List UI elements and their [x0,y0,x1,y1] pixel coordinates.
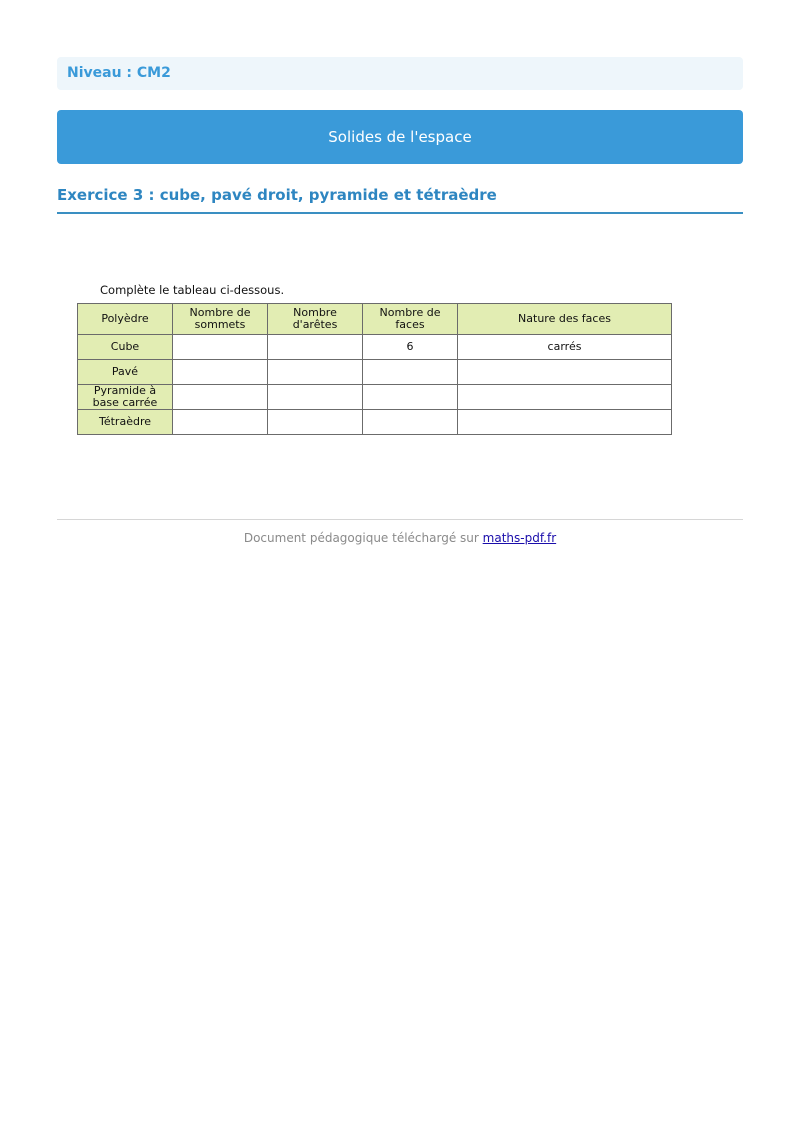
cell-face-nature[interactable] [458,385,672,410]
row-label-cube: Cube [78,335,173,360]
cell-face-nature[interactable] [458,410,672,435]
header-edges: Nombre d'arêtes [268,304,363,335]
row-label-pave: Pavé [78,360,173,385]
cell-edges[interactable] [268,360,363,385]
table-row [78,410,672,435]
cell-faces[interactable]: 6 [363,335,458,360]
cell-edges[interactable] [268,385,363,410]
level-label: Niveau : CM2 [57,57,743,90]
polyhedra-table [77,303,672,435]
row-label-tetrahedron: Tétraèdre [78,410,173,435]
header-face-nature: Nature des faces [458,304,672,335]
cell-vertices[interactable] [173,335,268,360]
page-title: Solides de l'espace [57,110,743,164]
footer-divider [57,519,743,520]
cell-vertices[interactable] [173,385,268,410]
table-row [78,360,672,385]
footer-link[interactable]: maths-pdf.fr [482,531,557,545]
cell-vertices[interactable] [173,410,268,435]
header-faces: Nombre de faces [363,304,458,335]
exercise-instruction: Complète le tableau ci-dessous. [100,283,285,297]
header-vertices: Nombre de sommets [173,304,268,335]
cell-face-nature[interactable]: carrés [458,335,672,360]
row-label-pyramid: Pyramide à base carrée [78,385,173,410]
cell-faces[interactable] [363,410,458,435]
cell-edges[interactable] [268,410,363,435]
cell-faces[interactable] [363,360,458,385]
table-row [78,335,672,360]
header-polyhedron: Polyèdre [78,304,173,335]
cell-edges[interactable] [268,335,363,360]
cell-face-nature[interactable] [458,360,672,385]
table-row [78,385,672,410]
footer [57,531,743,545]
table-header-row [78,304,672,335]
exercise-title: Exercice 3 : cube, pavé droit, pyramide et tétraèdre [57,184,743,214]
cell-vertices[interactable] [173,360,268,385]
cell-faces[interactable] [363,385,458,410]
footer-text: Document pédagogique téléchargé sur [243,531,479,545]
